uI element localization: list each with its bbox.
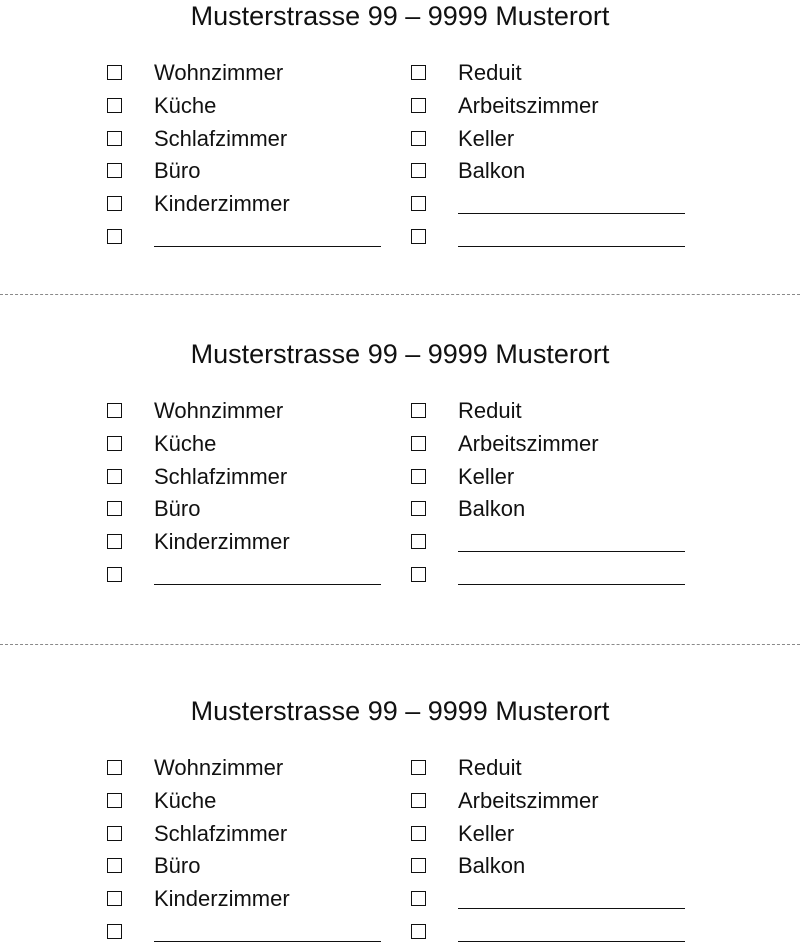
checkbox[interactable] xyxy=(411,826,426,841)
checklist-item xyxy=(0,61,800,91)
room-label: Kinderzimmer xyxy=(154,886,290,912)
checkbox[interactable] xyxy=(411,858,426,873)
checkbox[interactable] xyxy=(411,924,426,939)
checkbox[interactable] xyxy=(411,98,426,113)
blank-write-in-line[interactable] xyxy=(458,213,685,214)
checkbox[interactable] xyxy=(411,436,426,451)
room-label: Büro xyxy=(154,158,201,184)
checkbox[interactable] xyxy=(411,534,426,549)
checklist-item xyxy=(0,94,800,124)
checkbox[interactable] xyxy=(411,891,426,906)
cut-line-divider xyxy=(0,294,800,295)
checklist-item xyxy=(0,432,800,462)
room-label: Küche xyxy=(154,430,217,456)
checklist-item xyxy=(0,225,800,255)
room-label: Arbeitszimmer xyxy=(458,430,599,456)
room-label: Balkon xyxy=(458,158,526,184)
checkbox[interactable] xyxy=(411,163,426,178)
checkbox[interactable] xyxy=(411,469,426,484)
room-label: Arbeitszimmer xyxy=(458,787,599,813)
checkbox[interactable] xyxy=(411,196,426,211)
checklist-item xyxy=(0,399,800,429)
address-title: Musterstrasse 99 – 9999 Musterort xyxy=(190,1,610,31)
checkbox[interactable] xyxy=(411,65,426,80)
room-label: Kinderzimmer xyxy=(154,529,290,555)
checkbox[interactable] xyxy=(411,793,426,808)
address-title: Musterstrasse 99 – 9999 Musterort xyxy=(190,696,610,726)
checklist-item xyxy=(0,854,800,884)
room-label: Balkon xyxy=(458,853,526,879)
room-label: Keller xyxy=(458,820,515,846)
room-label: Schlafzimmer xyxy=(154,463,288,489)
checklist-item xyxy=(0,920,800,950)
room-label: Wohnzimmer xyxy=(154,60,284,85)
blank-write-in-line[interactable] xyxy=(458,941,685,942)
blank-write-in-line[interactable] xyxy=(458,584,685,585)
room-label: Reduit xyxy=(458,60,522,85)
checkbox[interactable] xyxy=(411,760,426,775)
room-label: Balkon xyxy=(458,496,526,522)
room-label: Wohnzimmer xyxy=(154,398,284,423)
checkbox[interactable] xyxy=(411,229,426,244)
room-label: Arbeitszimmer xyxy=(458,92,599,118)
room-label: Reduit xyxy=(458,398,522,423)
room-label: Keller xyxy=(458,463,515,489)
checklist-item xyxy=(0,530,800,560)
checklist-item xyxy=(0,789,800,819)
room-label: Wohnzimmer xyxy=(154,755,284,780)
room-label: Kinderzimmer xyxy=(154,191,290,217)
checklist-item xyxy=(0,563,800,593)
address-title: Musterstrasse 99 – 9999 Musterort xyxy=(190,339,610,369)
room-label: Büro xyxy=(154,853,201,879)
room-label: Büro xyxy=(154,496,201,522)
checkbox[interactable] xyxy=(411,131,426,146)
checklist-item xyxy=(0,127,800,157)
checklist-item xyxy=(0,497,800,527)
room-label: Schlafzimmer xyxy=(154,125,288,151)
checklist-item xyxy=(0,887,800,917)
blank-write-in-line[interactable] xyxy=(458,551,685,552)
room-label: Küche xyxy=(154,787,217,813)
checklist-item xyxy=(0,756,800,786)
checklist-item xyxy=(0,822,800,852)
room-label: Küche xyxy=(154,92,217,118)
room-label: Schlafzimmer xyxy=(154,820,288,846)
checkbox[interactable] xyxy=(411,501,426,516)
checkbox[interactable] xyxy=(411,567,426,582)
cut-line-divider xyxy=(0,644,800,645)
room-label: Keller xyxy=(458,125,515,151)
checklist-item xyxy=(0,192,800,222)
checklist-item xyxy=(0,465,800,495)
blank-write-in-line[interactable] xyxy=(458,246,685,247)
checkbox[interactable] xyxy=(411,403,426,418)
room-label: Reduit xyxy=(458,755,522,780)
checklist-item xyxy=(0,159,800,189)
blank-write-in-line[interactable] xyxy=(458,908,685,909)
